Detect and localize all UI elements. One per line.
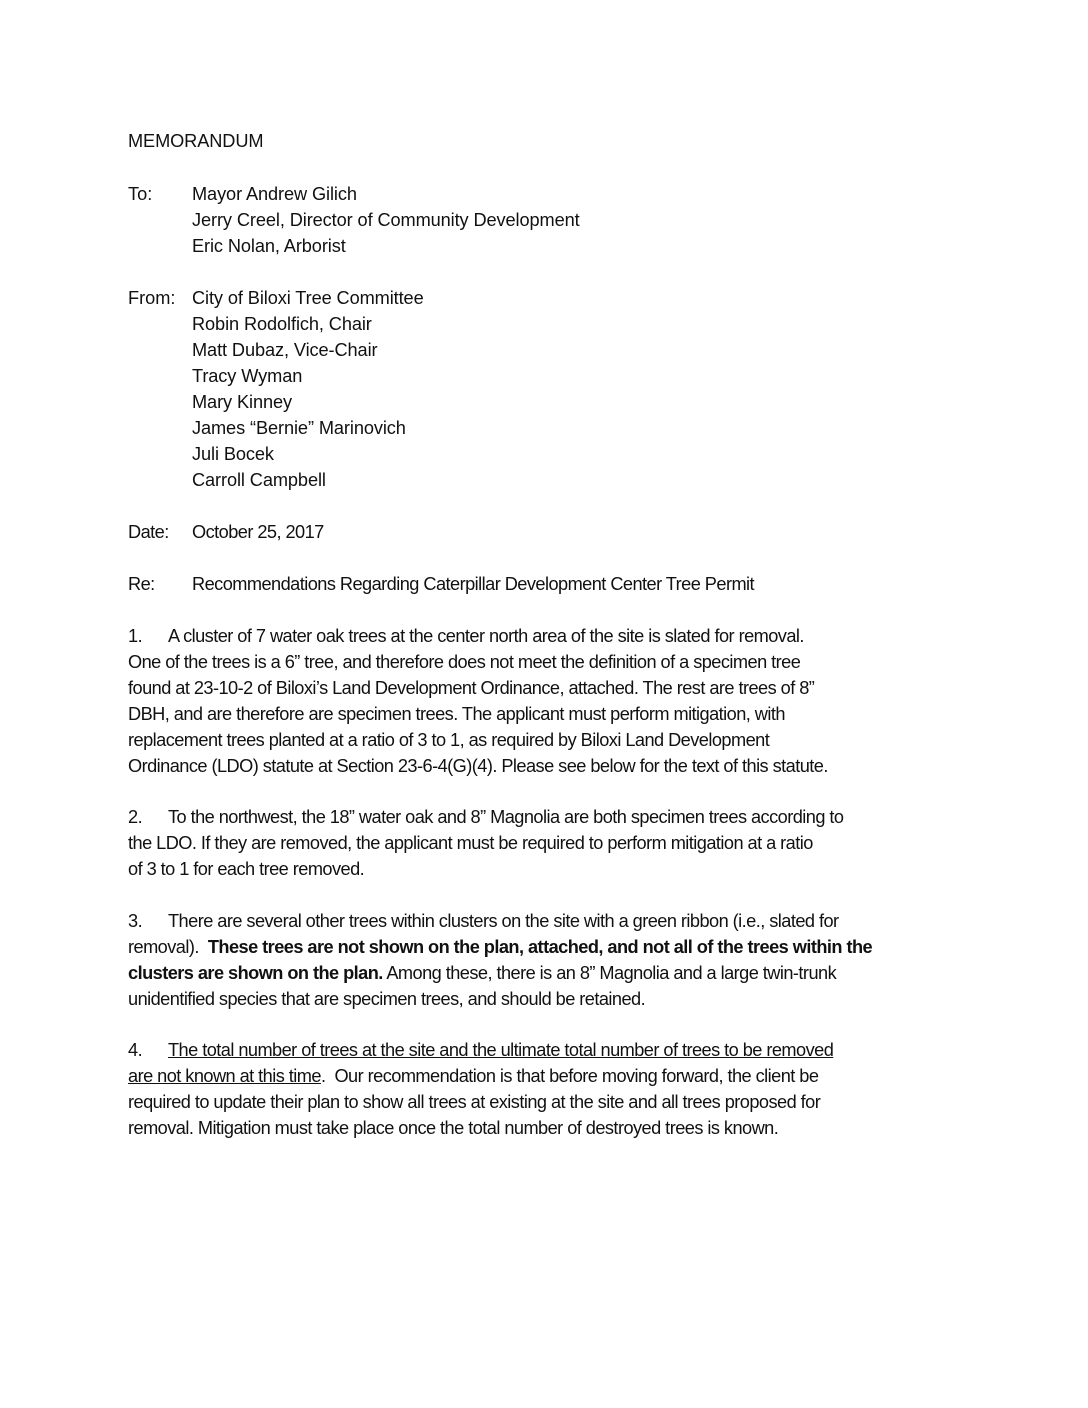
- to-label: To:: [128, 184, 153, 204]
- paragraph-text: of 3 to 1 for each tree removed.: [128, 859, 365, 879]
- paragraph-text: DBH, and are therefore are specimen trees. The applicant must perform mitigation, with: [128, 704, 785, 724]
- sender: Matt Dubaz, Vice-Chair: [192, 340, 378, 360]
- paragraph-number: 4.: [128, 1040, 143, 1060]
- paragraph-text: A cluster of 7 water oak trees at the center north area of the site is slated for removal.: [168, 626, 804, 646]
- paragraph-text: unidentified species that are specimen trees, and should be retained.: [128, 989, 646, 1009]
- paragraph-text: removal).: [128, 937, 208, 957]
- re-label: Re:: [128, 574, 155, 594]
- recipient: Eric Nolan, Arborist: [192, 236, 346, 256]
- recipient: Jerry Creel, Director of Community Development: [192, 210, 580, 230]
- paragraph-number: 1.: [128, 626, 143, 646]
- paragraph-text: found at 23-10-2 of Biloxi’s Land Development Ordinance, attached. The rest are trees of 8”: [128, 678, 815, 698]
- from-label: From:: [128, 288, 176, 308]
- sender: Mary Kinney: [192, 392, 292, 412]
- paragraph-text: removal. Mitigation must take place once the total number of destroyed trees is known.: [128, 1118, 779, 1138]
- sender: Robin Rodolfich, Chair: [192, 314, 372, 334]
- sender: Juli Bocek: [192, 444, 274, 464]
- memo-heading: MEMORANDUM: [128, 131, 264, 151]
- paragraph-text: One of the trees is a 6” tree, and therefore does not meet the definition of a specimen tree: [128, 652, 801, 672]
- paragraph-text: Among these, there is an 8” Magnolia and a large twin-trunk: [382, 963, 837, 983]
- sender: City of Biloxi Tree Committee: [192, 288, 424, 308]
- paragraph-number: 3.: [128, 911, 143, 931]
- emphasis-text: These trees are not shown on the plan, attached, and not all of the trees within the: [207, 937, 873, 957]
- sender: Tracy Wyman: [192, 366, 303, 386]
- paragraph-text: required to update their plan to show all trees at existing at the site and all trees proposed for: [128, 1092, 821, 1112]
- paragraph-text: replacement trees planted at a ratio of 3 to 1, as required by Biloxi Land Development: [128, 730, 770, 750]
- recipient: Mayor Andrew Gilich: [192, 184, 357, 204]
- date-value: October 25, 2017: [192, 522, 324, 542]
- underlined-text: The total number of trees at the site and the ultimate total number of trees to be removed: [168, 1040, 834, 1060]
- paragraph-text: Ordinance (LDO) statute at Section 23-6-4(G)(4). Please see below for the text of this statute.: [128, 756, 828, 776]
- paragraph-text: the LDO. If they are removed, the applicant must be required to perform mitigation at a ratio: [128, 833, 813, 853]
- sender: Carroll Campbell: [192, 470, 326, 490]
- paragraph-text: There are several other trees within clusters on the site with a green ribbon (i.e., slated for: [168, 911, 839, 931]
- emphasis-text: clusters are shown on the plan.: [128, 963, 383, 983]
- paragraph-text: . Our recommendation is that before moving forward, the client be: [320, 1066, 819, 1086]
- underlined-text: are not known at this time: [128, 1066, 321, 1086]
- re-value: Recommendations Regarding Caterpillar Development Center Tree Permit: [192, 574, 755, 594]
- paragraph-text: To the northwest, the 18” water oak and 8” Magnolia are both specimen trees according to: [168, 807, 844, 827]
- paragraph-number: 2.: [128, 807, 143, 827]
- sender: James “Bernie” Marinovich: [192, 418, 406, 438]
- date-label: Date:: [128, 522, 169, 542]
